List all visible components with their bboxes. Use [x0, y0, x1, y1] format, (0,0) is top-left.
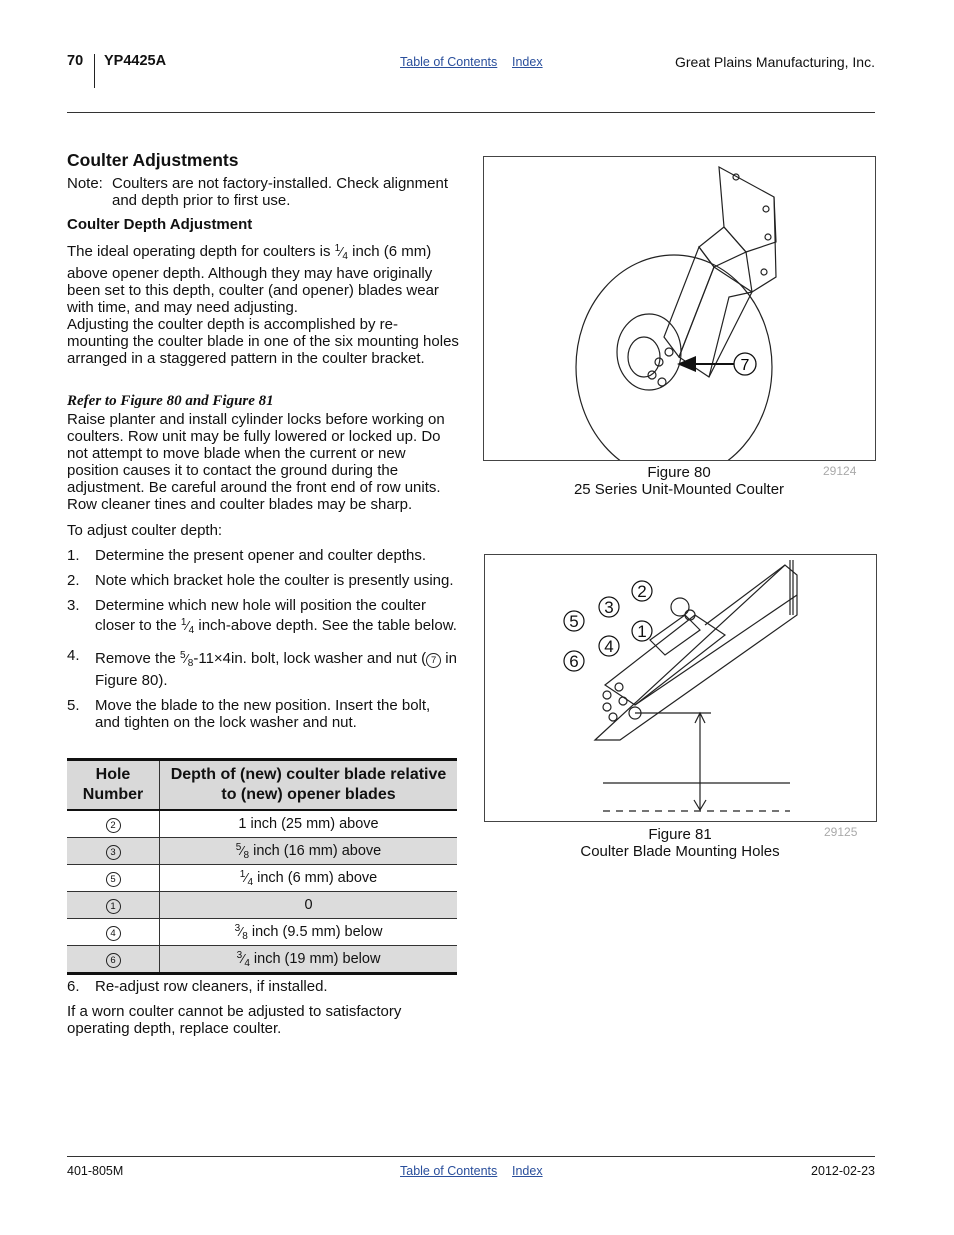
depth-text: 0 [304, 897, 313, 913]
callout-2-label: 2 [637, 582, 647, 601]
subsection-title: Coulter Depth Adjustment [67, 216, 253, 233]
depth-text: inch (19 mm) below [249, 950, 381, 967]
mounting-holes-illustration [485, 555, 876, 821]
hole-badge: 3 [106, 845, 121, 860]
table-row: 5 $^1⁄_4$ inch (6 mm) above [67, 865, 457, 892]
figure-81-desc: Coulter Blade Mounting Holes [580, 843, 780, 860]
para1-text-a: The ideal operating depth for coulters is [67, 243, 335, 260]
depth-text: 1 inch (25 mm) above [238, 816, 379, 832]
para-replace: If a worn coulter cannot be adjusted to satisfactory operating depth, replace coulter. [67, 1003, 402, 1037]
step-4: 4. Remove the $^5⁄_8-11\times 4in$. bolt, lock washer and nut ( 7 in Figure 80). [67, 647, 457, 689]
step-6: 6. Re-adjust row cleaners, if installed. [67, 978, 328, 995]
step-2: 2. Note which bracket hole the coulter is presently using. [67, 572, 454, 589]
callout-6-label: 6 [569, 652, 579, 671]
note [67, 175, 459, 209]
hole-badge: 1 [106, 899, 121, 914]
table-row: 6 $^3⁄_4$ inch (19 mm) below [67, 946, 457, 974]
note-text: Coulters are not factory-installed. Check alignment and depth prior to first use. [112, 175, 448, 209]
hole-badge: 4 [106, 926, 121, 941]
hole-badge: 6 [106, 953, 121, 968]
callout-7-ref: 7 [426, 653, 441, 668]
figure-80 [483, 156, 876, 461]
doc-date: 2012-02-23 [811, 1164, 875, 1178]
arrow-icon [677, 356, 696, 372]
callout-4-label: 4 [604, 637, 614, 656]
header-divider [94, 54, 95, 88]
depth-text: inch (9.5 mm) below [247, 923, 383, 940]
table-row [67, 892, 457, 919]
para-ideal-depth [67, 240, 459, 316]
figure-80-desc: 25 Series Unit-Mounted Coulter [573, 481, 785, 498]
para1-text-b: inch (6 mm) above opener depth. Although they may have originally been set to this depth, coulter (and opener) blades wear with time, and may need adjusting. [67, 243, 439, 316]
callout-1-label: 1 [637, 622, 647, 641]
doc-number: 401-805M [67, 1164, 124, 1178]
refer-figures: Refer to Figure 80 and Figure 81 [67, 393, 274, 409]
depth-text: inch (6 mm) above [253, 869, 378, 886]
footer-rule [67, 1156, 875, 1157]
company-name: Great Plains Manufacturing, Inc. [675, 54, 875, 70]
figure-80-number: 29124 [823, 464, 857, 478]
col-depth: Depth of (new) coulter blade relative to (new) opener blades [160, 760, 458, 811]
col-hole-number: Hole Number [67, 760, 160, 811]
steps-list-cont [67, 978, 459, 995]
hole-depth-table [67, 758, 457, 975]
callout-3-label: 3 [604, 598, 614, 617]
coulter-illustration [484, 157, 875, 460]
fraction-quarter: $^1⁄_4$ [334, 243, 348, 262]
step-5: 5. Move the blade to the new position. Insert the bolt, and tighten on the lock washer and nut. [67, 697, 431, 731]
callout-7-label: 7 [740, 357, 750, 374]
callout-5-label: 5 [569, 612, 579, 631]
step-3: 3. Determine which new hole will position the coulter closer to the $^1⁄_4$ inch-above depth. See the table below. [67, 597, 457, 636]
model-number: YP4425A [104, 53, 167, 69]
depth-text: inch (16 mm) above [249, 842, 382, 859]
note-label: Note: [67, 175, 103, 192]
footer-index-link[interactable]: Index [512, 1164, 543, 1178]
para-to-adjust: To adjust coulter depth: [67, 522, 223, 539]
section-title: Coulter Adjustments [67, 150, 239, 170]
step-1: 1. Determine the present opener and coulter depths. [67, 547, 427, 564]
para-remounting: Adjusting the coulter depth is accomplished by re-mounting the coulter blade in one of the six mounting holes arranged in a staggered pattern in the coulter bracket. [67, 316, 459, 367]
hole-badge: 2 [106, 818, 121, 833]
steps-list [67, 547, 459, 731]
bracket-outline [595, 565, 797, 740]
table-row: 4 $^3⁄_8$ inch (9.5 mm) below [67, 919, 457, 946]
table-row: 3 $^5⁄_8$ inch (16 mm) above [67, 838, 457, 865]
figure-81 [484, 554, 877, 822]
figure-80-caption [520, 464, 838, 498]
header-toc-link[interactable]: Table of Contents [400, 55, 498, 69]
figure-80-title: Figure 80 [647, 464, 711, 481]
header-rule [67, 112, 875, 113]
para-safety: Raise planter and install cylinder locks before working on coulters. Row unit may be fully lowered or locked up. Do not attempt to move blade when the current or new position causes it to contact the ground during the adjustment. Be careful around the front end of row units. Row cleaner tines and coulter blades may be sharp. [67, 411, 445, 513]
figure-81-title: Figure 81 [648, 826, 712, 843]
page-number: 70 [67, 53, 84, 69]
figure-81-caption [520, 826, 840, 860]
hole-badge: 5 [106, 872, 121, 887]
header-index-link[interactable]: Index [512, 55, 543, 69]
figure-81-number: 29125 [824, 825, 858, 839]
footer-toc-link[interactable]: Table of Contents [400, 1164, 498, 1178]
table-row [67, 810, 457, 838]
